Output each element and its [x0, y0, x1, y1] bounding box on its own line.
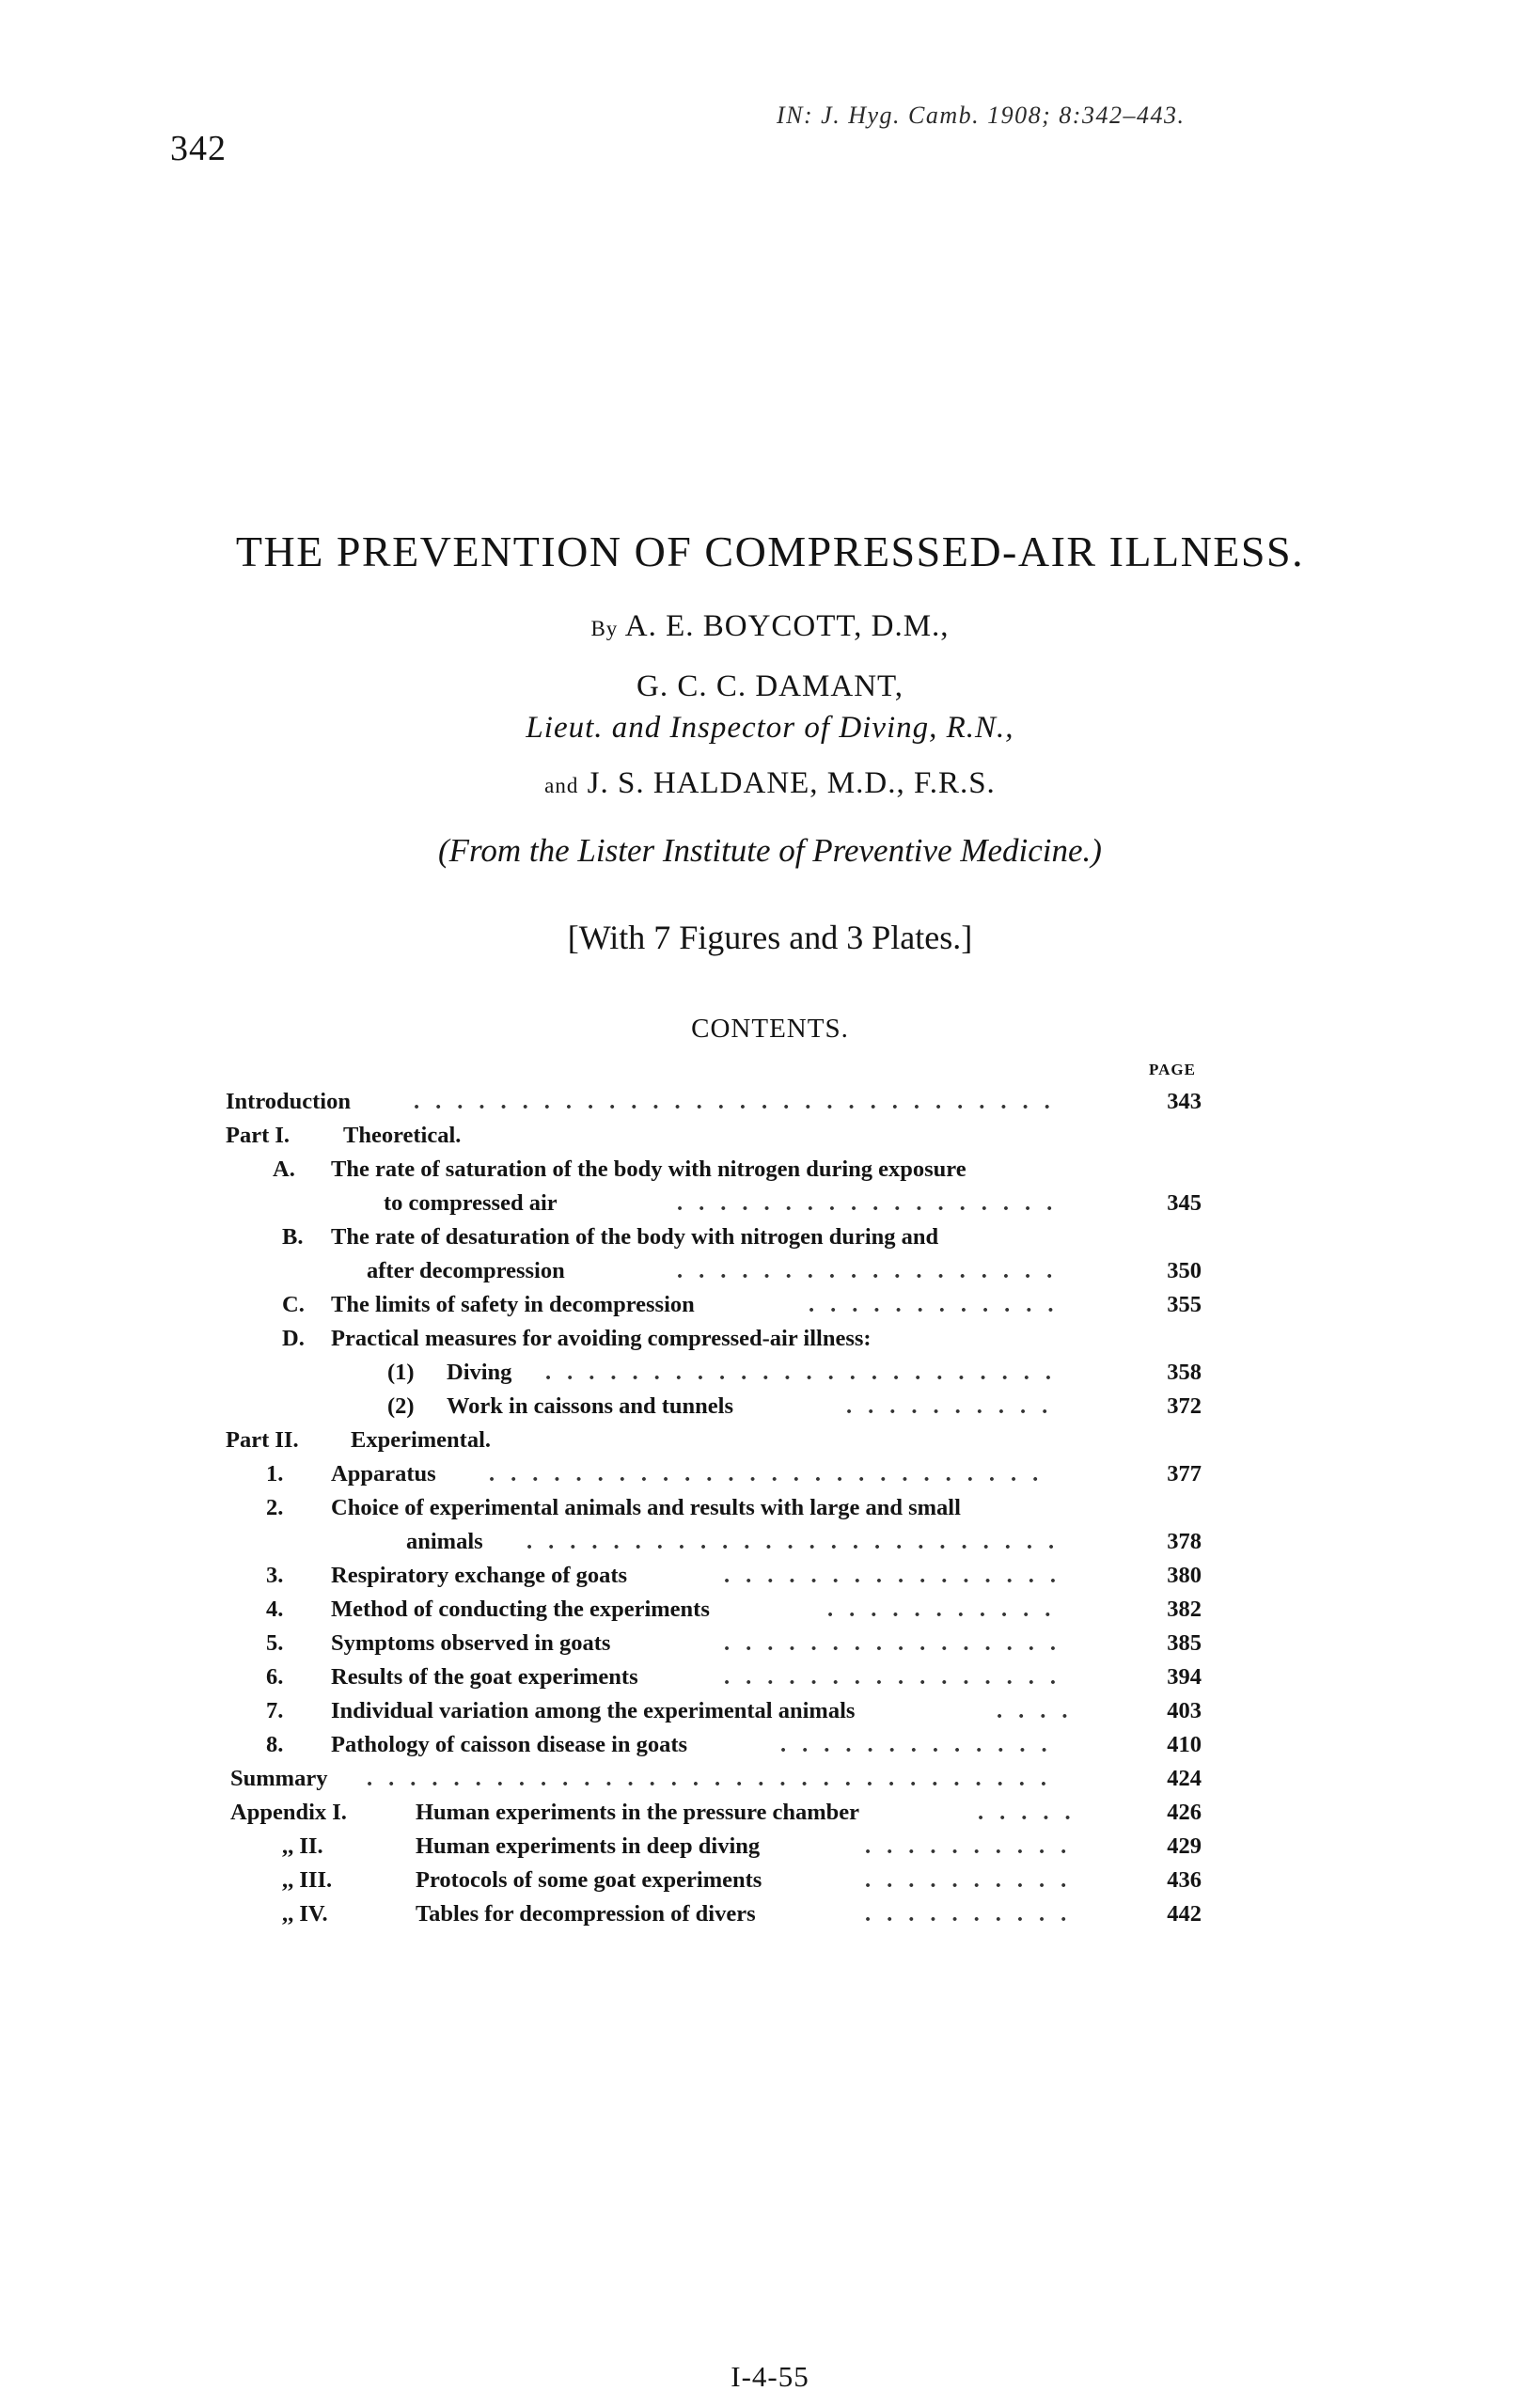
author-line-3: [0, 766, 1540, 801]
toc-entry-title: Choice of experimental animals and results with large and small: [331, 1495, 961, 1520]
toc-entry-title: Introduction: [226, 1089, 351, 1114]
toc-dot-leader: ..................: [677, 1190, 1069, 1216]
toc-dot-leader: ..........: [865, 1867, 1083, 1893]
toc-entry: [0, 1258, 1540, 1292]
toc-dot-leader: .............: [780, 1732, 1063, 1757]
toc-entry-title: Individual variation among the experimental animals: [331, 1698, 856, 1723]
toc-entry: [0, 1630, 1540, 1664]
toc-dot-leader: ................: [724, 1664, 1072, 1690]
toc-dot-leader: ..........: [865, 1901, 1083, 1927]
toc-entry-page: 429: [1167, 1833, 1202, 1859]
toc-entry-page: 426: [1167, 1800, 1202, 1825]
toc-dot-leader: ................: [724, 1630, 1072, 1656]
toc-dot-leader: ..........................: [489, 1461, 1055, 1487]
toc-dot-leader: ................................: [367, 1766, 1062, 1791]
toc-entry: [0, 1867, 1540, 1901]
toc-entry-label: 4.: [266, 1597, 284, 1622]
toc-entry-title: Human experiments in the pressure chamber: [416, 1800, 860, 1825]
toc-entry-title: Symptoms observed in goats: [331, 1630, 611, 1656]
toc-entry-label: C.: [282, 1292, 305, 1317]
toc-entry: [0, 1156, 1540, 1190]
toc-entry-title: Respiratory exchange of goats: [331, 1563, 628, 1588]
toc-dot-leader: ..............................: [414, 1089, 1066, 1114]
author-1: A. E. BOYCOTT, D.M.,: [624, 609, 950, 643]
toc-entry-page: 358: [1167, 1360, 1202, 1385]
toc-entry: [0, 1563, 1540, 1597]
toc-entry-label: (2): [387, 1393, 415, 1419]
toc-entry: [0, 1123, 1540, 1156]
page-number: 342: [170, 129, 227, 168]
toc-entry-title: Pathology of caisson disease in goats: [331, 1732, 688, 1757]
toc-entry-title: The limits of safety in decompression: [331, 1292, 695, 1317]
toc-entry-page: 343: [1167, 1089, 1202, 1114]
toc-entry-page: 385: [1167, 1630, 1202, 1656]
toc-entry-page: 372: [1167, 1393, 1202, 1419]
by-label: By: [590, 617, 619, 640]
toc-entry: [0, 1698, 1540, 1732]
author-2-title: Lieut. and Inspector of Diving, R.N.,: [526, 711, 1014, 745]
toc-entry-title: after decompression: [367, 1258, 565, 1283]
toc-entry: [0, 1427, 1540, 1461]
toc-entry-page: 403: [1167, 1698, 1202, 1723]
toc-entry-title: Theoretical.: [343, 1123, 462, 1148]
toc-entry-title: Tables for decompression of divers: [416, 1901, 756, 1927]
toc-entry-page: 345: [1167, 1190, 1202, 1216]
toc-entry-title: Results of the goat experiments: [331, 1664, 638, 1690]
toc-entry-label: Part I.: [226, 1123, 291, 1148]
toc-entry-page: 377: [1167, 1461, 1202, 1487]
toc-entry-label: Part II.: [226, 1427, 299, 1453]
toc-entry: [0, 1732, 1540, 1766]
toc-entry-label: ,, II.: [282, 1833, 323, 1859]
toc-entry-title: Diving: [447, 1360, 512, 1385]
toc-entry-label: 6.: [266, 1664, 284, 1690]
figures-note: [With 7 Figures and 3 Plates.]: [567, 919, 973, 956]
toc-entry-title: Work in caissons and tunnels: [447, 1393, 733, 1419]
toc-entry-title: Experimental.: [351, 1427, 492, 1453]
toc-entry-page: 424: [1167, 1766, 1202, 1791]
toc-entry-page: 442: [1167, 1901, 1202, 1927]
toc-entry-page: 394: [1167, 1664, 1202, 1690]
document-id: I-4-55: [731, 2360, 809, 2393]
toc-entry-title: The rate of saturation of the body with nitrogen during exposure: [331, 1156, 966, 1182]
toc-entry-label: ,, III.: [282, 1867, 333, 1893]
toc-entry: [0, 1360, 1540, 1393]
toc-entry: [0, 1766, 1540, 1800]
toc-entry-label: 2.: [266, 1495, 284, 1520]
toc-entry: [0, 1664, 1540, 1698]
toc-entry-page: 350: [1167, 1258, 1202, 1283]
toc-entry-label: 7.: [266, 1698, 284, 1723]
toc-dot-leader: ....: [997, 1698, 1084, 1723]
toc-entry-label: 1.: [266, 1461, 284, 1487]
author-2: G. C. C. DAMANT,: [636, 669, 904, 703]
toc-entry-label: D.: [282, 1326, 305, 1351]
toc-dot-leader: .........................: [526, 1529, 1071, 1554]
toc-entry-page: 355: [1167, 1292, 1202, 1317]
and-label: and: [544, 774, 579, 797]
toc-entry-label: (1): [387, 1360, 415, 1385]
toc-entry: [0, 1800, 1540, 1833]
page-column-label: PAGE: [1149, 1061, 1196, 1078]
article-title: THE PREVENTION OF COMPRESSED-AIR ILLNESS.: [235, 527, 1305, 575]
toc-entry: [0, 1292, 1540, 1326]
toc-entry-title: Apparatus: [331, 1461, 436, 1487]
toc-entry-label: A.: [273, 1156, 295, 1182]
citation: IN: J. Hyg. Camb. 1908; 8:342–443.: [777, 102, 1186, 129]
toc-entry: [0, 1224, 1540, 1258]
toc-entry: [0, 1901, 1540, 1935]
toc-entry-page: 380: [1167, 1563, 1202, 1588]
toc-dot-leader: ...........: [827, 1597, 1067, 1622]
toc-entry-title: Method of conducting the experiments: [331, 1597, 710, 1622]
toc-entry-label: ,, IV.: [282, 1901, 328, 1927]
toc-entry: [0, 1833, 1540, 1867]
toc-entry-label: Appendix I.: [230, 1800, 347, 1825]
toc-dot-leader: ................: [724, 1563, 1072, 1588]
toc-entry-title: The rate of desaturation of the body with nitrogen during and: [331, 1224, 939, 1250]
toc-entry: [0, 1190, 1540, 1224]
contents-heading: CONTENTS.: [691, 1014, 849, 1044]
toc-entry: [0, 1529, 1540, 1563]
toc-entry-title: Protocols of some goat experiments: [416, 1867, 762, 1893]
affiliation: (From the Lister Institute of Preventive Medicine.): [438, 832, 1102, 869]
toc-entry: [0, 1393, 1540, 1427]
toc-entry-title: Human experiments in deep diving: [416, 1833, 761, 1859]
toc-entry-title: Practical measures for avoiding compressed-air illness:: [331, 1326, 872, 1351]
toc-entry-page: 436: [1167, 1867, 1202, 1893]
toc-entry: [0, 1495, 1540, 1529]
toc-entry: [0, 1597, 1540, 1630]
toc-dot-leader: .....: [978, 1800, 1087, 1825]
toc-entry-label: B.: [282, 1224, 304, 1250]
toc-entry: [0, 1326, 1540, 1360]
toc-entry-title: to compressed air: [384, 1190, 558, 1216]
toc-entry: [0, 1089, 1540, 1123]
toc-entry-label: 8.: [266, 1732, 284, 1757]
toc-entry-title: Summary: [230, 1766, 328, 1791]
toc-entry: [0, 1461, 1540, 1495]
toc-dot-leader: ........................: [545, 1360, 1067, 1385]
author-line-1: [0, 609, 1540, 644]
toc-entry-title: animals: [406, 1529, 483, 1554]
toc-entry-page: 378: [1167, 1529, 1202, 1554]
toc-dot-leader: ..................: [677, 1258, 1069, 1283]
toc-entry-page: 410: [1167, 1732, 1202, 1757]
toc-dot-leader: ..........: [865, 1833, 1083, 1859]
author-3: J. S. HALDANE, M.D., F.R.S.: [587, 766, 996, 800]
toc-dot-leader: ............: [809, 1292, 1070, 1317]
toc-dot-leader: ..........: [846, 1393, 1064, 1419]
toc-entry-page: 382: [1167, 1597, 1202, 1622]
toc-entry-label: 3.: [266, 1563, 284, 1588]
toc-entry-label: 5.: [266, 1630, 284, 1656]
